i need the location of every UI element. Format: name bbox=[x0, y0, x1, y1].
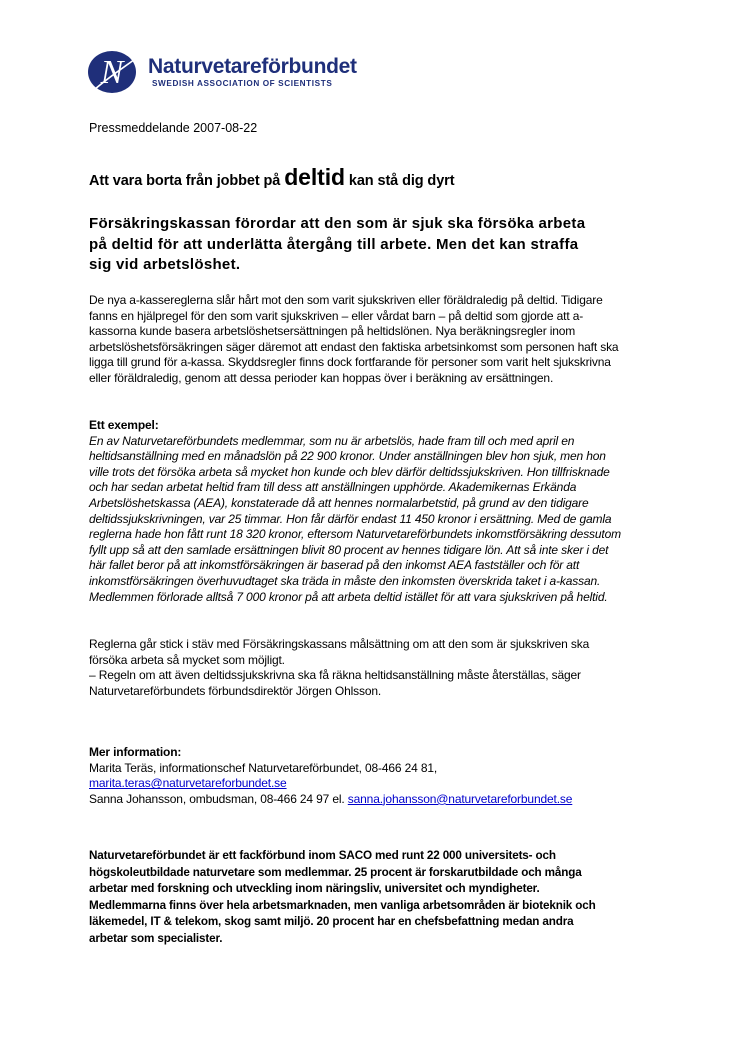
rules-paragraph bbox=[89, 637, 659, 699]
about-organization bbox=[89, 848, 649, 947]
example-title: Ett exempel: bbox=[89, 418, 159, 432]
subheading-line: Försäkringskassan förordar att den som är sjuk ska försöka arbeta bbox=[89, 215, 586, 232]
subheading-line: på deltid för att underlätta återgång till arbete. Men det kan straffa bbox=[89, 235, 579, 253]
example-section bbox=[89, 418, 659, 605]
text-line: heltidsanställning med en månadslön på 22 900 kronor. Under anställningen blev hon sjuk, men hon bbox=[89, 449, 606, 464]
contact-line: Marita Teräs, informationschef Naturvetareförbundet, 08-466 24 81, bbox=[89, 760, 438, 775]
text-line: försöka arbeta så mycket som möjligt. bbox=[89, 652, 285, 667]
text-line: Naturvetareförbundets förbundsdirektör Jörgen Ohlsson. bbox=[89, 683, 382, 698]
example-text bbox=[89, 434, 659, 606]
headline-emphasis: deltid bbox=[284, 164, 345, 190]
intro-paragraph bbox=[89, 293, 659, 387]
text-line: arbetar som specialister. bbox=[89, 931, 223, 945]
text-line: De nya a-kassereglerna slår hårt mot den som varit sjukskriven eller föräldraledig på deltid. Tidigare bbox=[89, 293, 603, 307]
contact-section bbox=[89, 745, 659, 807]
subheading bbox=[89, 214, 649, 276]
text-line: Reglerna går stick i stäv med Försäkringskassans målsättning om att den som är sjukskriven ska bbox=[89, 637, 590, 651]
logo-subtitle: SWEDISH ASSOCIATION OF SCIENTISTS bbox=[152, 78, 333, 88]
text-line: ligga till grund för a-kassa. Skyddsregler finns dock fortfarande för personer som varit helt sjukskrivna bbox=[89, 355, 611, 370]
organization-logo bbox=[86, 50, 357, 94]
text-line: Naturvetareförbundet är ett fackförbund inom SACO med runt 22 000 universitets- och bbox=[89, 849, 556, 862]
text-line: reglerna hade hon fått runt 18 320 kronor, eftersom Naturvetareförbundets inkomstförsäkring dessutom bbox=[89, 527, 621, 542]
text-line: Medlemmarna finns över hela arbetsmarknaden, men vanliga arbetsområden är bioteknik och bbox=[89, 898, 596, 912]
text-line: här fallet beror på att inkomstförsäkringen är baserad på den inkomst AEA fastställer och för att bbox=[89, 558, 580, 573]
headline-part2: kan stå dig dyrt bbox=[344, 173, 455, 189]
contact-line: Sanna Johansson, ombudsman, 08-466 24 97 el. bbox=[89, 791, 348, 806]
text-line: inkomstförsäkringen överhuvudtaget ska träda in måste den inkomsten överskrida taket i a-kassan. bbox=[89, 573, 601, 588]
text-line: Arbetslöshetskassa (AEA), konstaterade då att hennes normalarbetstid, på grund av den tidigare bbox=[89, 495, 589, 510]
press-release-date: Pressmeddelande 2007-08-22 bbox=[89, 121, 258, 135]
text-line: läkemedel, IT & telekom, skog samt miljö. 20 procent har en chefsbefattning medan andra bbox=[89, 915, 574, 928]
text-line: arbetar med forskning och utveckling inom näringsliv, universitet och myndigheter. bbox=[89, 882, 540, 895]
text-line: ville trots det försöka arbeta så mycket hon kunde och blev därför deltidssjukskriven. Hon tillfrisknade bbox=[89, 464, 610, 479]
text-line: fanns en hjälpregel för den som varit sjukskriven – eller vårdat barn – på deltid som gjorde att a- bbox=[89, 308, 584, 323]
subheading-line: sig vid arbetslöshet. bbox=[89, 256, 241, 273]
text-line: eller föräldraledig, genom att dessa perioder kan hoppas över i beräkning av ersättningen. bbox=[89, 370, 554, 385]
text-line: En av Naturvetareförbundets medlemmar, som nu är arbetslös, hade fram till och med april en bbox=[89, 433, 575, 448]
contact-title: Mer information: bbox=[89, 745, 182, 759]
email-link-marita[interactable]: marita.teras@naturvetareforbundet.se bbox=[89, 776, 287, 791]
email-link-sanna[interactable]: sanna.johansson@naturvetareforbundet.se bbox=[347, 791, 573, 806]
text-line: fyllt upp så att den samlade ersättningen blivit 80 procent av hennes tidigare lön. Att så inte sker i det bbox=[89, 542, 609, 557]
text-line: arbetslöshetsförsäkringen säger däremot att endast den faktiska arbetsinkomst som personen haft ska bbox=[89, 339, 619, 354]
logo-name: Naturvetareförbundet bbox=[148, 54, 357, 78]
text-line: deltidssjukskrivningen, var 25 timmar. Hon får därför endast 11 450 kronor i ersättning. Med de gamla bbox=[89, 511, 612, 526]
text-line: Medlemmen förlorade alltså 7 000 kronor på att arbeta deltid istället för att vara sjukskriven på heltid. bbox=[89, 589, 608, 604]
logo-mark-letter: N bbox=[100, 54, 124, 91]
text-line: och har sedan arbetat heltid fram till dess att anställningen upphörde. Akademikernas Erkända bbox=[89, 480, 577, 495]
headline bbox=[89, 164, 454, 191]
headline-part1: Att vara borta från jobbet på bbox=[89, 173, 285, 189]
text-line: kassorna kunde basera arbetslöshetsersättningen på heltidslönen. Nya beräkningsregler inom bbox=[89, 324, 576, 339]
text-line: – Regeln om att även deltidssjukskrivna ska få räkna heltidsanställning måste återställas, säger bbox=[89, 668, 581, 683]
text-line: högskoleutbildade naturvetare som medlemmar. 25 procent är forskarutbildade och många bbox=[89, 865, 582, 879]
logo-emblem-icon bbox=[86, 50, 144, 94]
